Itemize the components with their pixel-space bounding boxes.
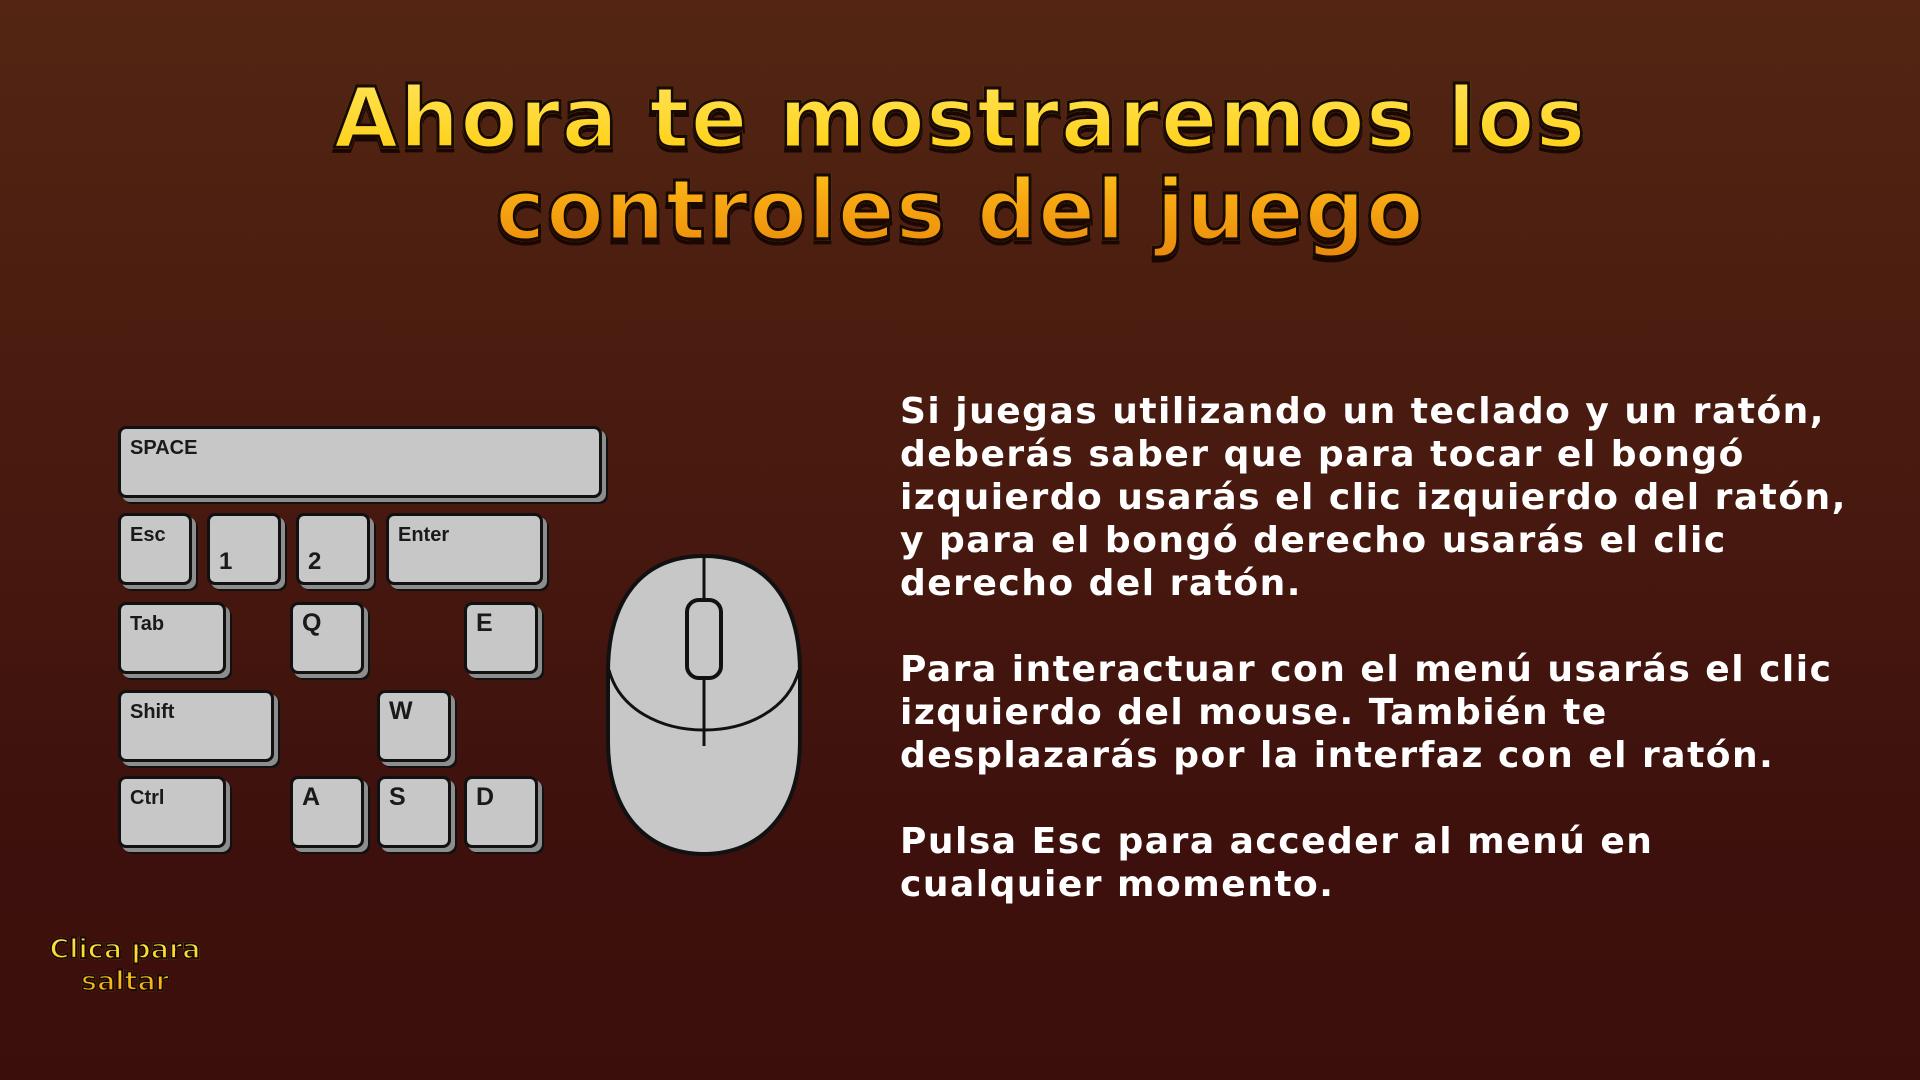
- key-space: [118, 426, 602, 498]
- key-esc: [118, 513, 192, 585]
- key-d: [464, 776, 538, 848]
- key-2: [296, 513, 370, 585]
- page-title: Ahora te mostraremos los controles del juego: [160, 72, 1760, 256]
- key-e: [464, 602, 538, 674]
- key-2-label: 2: [308, 548, 322, 575]
- key-enter: [386, 513, 543, 585]
- key-space-label: SPACE: [130, 437, 198, 459]
- key-s: [377, 776, 451, 848]
- key-shift-label: Shift: [130, 701, 175, 723]
- key-shift: [118, 690, 274, 762]
- controls-description: [900, 390, 1860, 949]
- key-d-label: D: [476, 783, 495, 811]
- key-a: [290, 776, 364, 848]
- key-e-label: E: [476, 609, 493, 637]
- key-q-label: Q: [302, 609, 322, 637]
- mouse-icon: [600, 552, 808, 860]
- key-tab: [118, 602, 226, 674]
- key-tab-label: Tab: [130, 613, 165, 635]
- key-w: [377, 690, 451, 762]
- description-paragraph-3: Pulsa Esc para acceder al menú en cualquier momento.: [900, 821, 1668, 905]
- key-a-label: A: [302, 783, 321, 811]
- description-paragraph-1: Si juegas utilizando un teclado y un ratón, deberás saber que para tocar el bongó izquierdo usarás el clic izquierdo del ratón, y para el bongó derecho usarás el clic derecho del ratón.: [900, 391, 1861, 604]
- key-w-label: W: [389, 697, 413, 725]
- key-ctrl: [118, 776, 226, 848]
- key-q: [290, 602, 364, 674]
- key-1: [207, 513, 281, 585]
- key-1-label: 1: [219, 548, 233, 575]
- key-ctrl-label: Ctrl: [130, 787, 165, 809]
- key-esc-label: Esc: [130, 524, 166, 546]
- description-paragraph-2: Para interactuar con el menú usarás el clic izquierdo del mouse. También te desplazarás por la interfaz con el ratón.: [900, 649, 1847, 776]
- key-s-label: S: [389, 783, 406, 811]
- skip-button[interactable]: Clica para saltar: [40, 934, 210, 998]
- key-enter-label: Enter: [398, 524, 450, 546]
